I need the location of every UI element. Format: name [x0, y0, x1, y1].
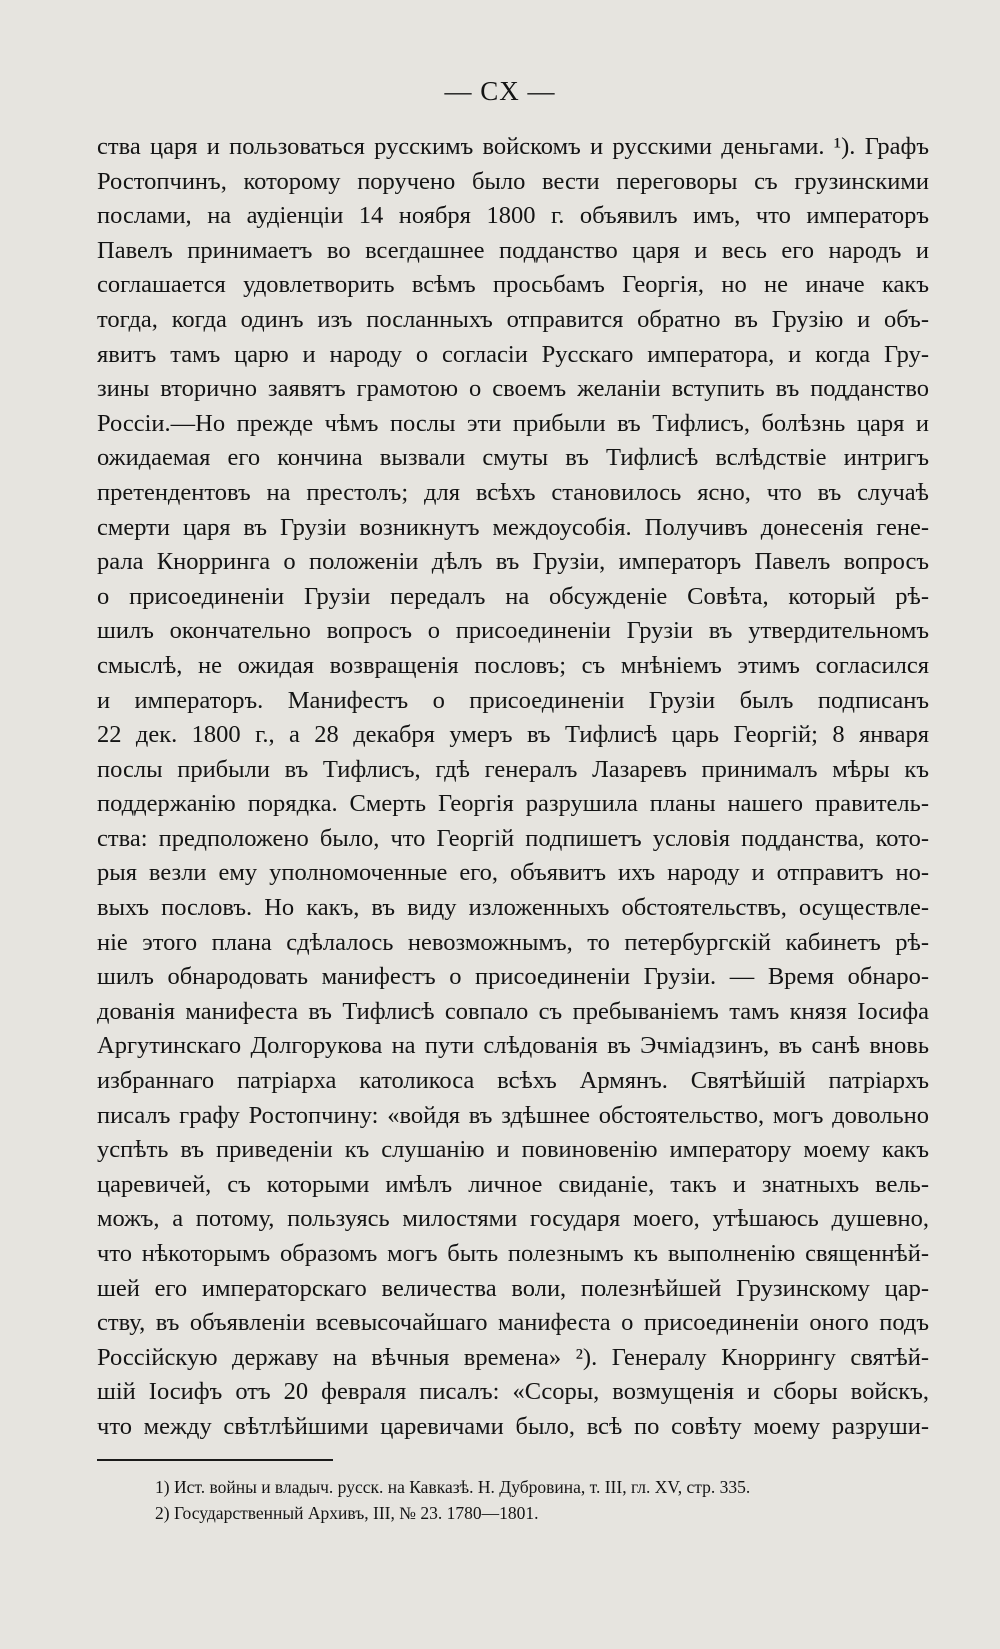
- text-line: Россіи.—Но прежде чѣмъ послы эти прибыли въ Тифлисъ, болѣзнь царя и: [97, 409, 929, 437]
- text-line: тогда, когда одинъ изъ посланныхъ отправится обратно въ Грузію и объ-: [97, 305, 929, 333]
- text-line: можъ, а потому, пользуясь милостями государя моего, утѣшаюсь душевно,: [97, 1205, 929, 1233]
- text-line: выхъ пословъ. Но какъ, въ виду изложенныхъ обстоятельствъ, осуществле-: [97, 894, 929, 922]
- text-line: рыя везли ему уполномоченные его, объявитъ ихъ народу и отправитъ но-: [97, 859, 929, 887]
- text-line: послами, на аудіенціи 14 ноября 1800 г. объявилъ имъ, что императоръ: [97, 202, 929, 230]
- text-line: смерти царя въ Грузіи возникнутъ междоусобія. Получивъ донесенія гене-: [97, 513, 929, 541]
- text-line: ожидаемая его кончина вызвали смуты въ Тифлисѣ вслѣдствіе интригъ: [97, 444, 929, 472]
- text-line: явитъ тамъ царю и народу о согласіи Русскаго императора, и когда Гру-: [97, 340, 929, 368]
- text-line: дованія манифеста въ Тифлисѣ совпало съ пребываніемъ тамъ князя Іосифа: [97, 997, 929, 1025]
- page-number: — CX —: [444, 76, 556, 106]
- text-line: ству, въ объявленіи всевысочайшаго манифеста о присоединеніи оного подъ: [97, 1309, 929, 1337]
- text-line: писалъ графу Ростопчину: «войдя въ здѣшнее обстоятельство, могъ довольно: [97, 1101, 929, 1129]
- text-line: поддержанію порядка. Смерть Георгія разрушила планы нашего правитель-: [97, 790, 929, 818]
- text-line: успѣть въ приведеніи къ слушанію и повиновенію императору моему какъ: [97, 1136, 929, 1164]
- text-line: что между свѣтлѣйшими царевичами было, всѣ по совѣту моему разруши-: [97, 1412, 929, 1440]
- text-line: ства: предположено было, что Георгій подпишетъ условія подданства, кото-: [97, 824, 929, 852]
- text-line: Павелъ принимаетъ во всегдашнее подданство царя и весь его народъ и: [97, 236, 929, 264]
- text-line: 22 дек. 1800 г., а 28 декабря умеръ въ Тифлисѣ царь Георгій; 8 января: [97, 721, 929, 749]
- text-line: рала Кнорринга о положеніи дѣлъ въ Грузіи, императоръ Павелъ вопросъ: [97, 548, 929, 576]
- text-line: царевичей, съ которыми имѣлъ личное свиданіе, такъ и знатныхъ вель-: [97, 1170, 929, 1198]
- footnote-2: 2) Государственный Архивъ, III, № 23. 1780—1801.: [155, 1503, 539, 1523]
- footnote-divider: [97, 1459, 333, 1461]
- text-line: о присоединеніи Грузіи передалъ на обсужденіе Совѣта, который рѣ-: [97, 582, 929, 610]
- footnote-1: 1) Ист. войны и владыч. русск. на Кавказѣ. Н. Дубровина, т. III, гл. XV, стр. 335.: [155, 1477, 751, 1497]
- text-line: Аргутинскаго Долгорукова на пути слѣдованія въ Эчміадзинъ, въ санѣ вновь: [97, 1032, 929, 1060]
- text-line: претендентовъ на престолъ; для всѣхъ становилось ясно, что въ случаѣ: [97, 478, 929, 506]
- footnotes: [155, 1474, 915, 1526]
- text-line: ніе этого плана сдѣлалось невозможнымъ, то петербургскій кабинетъ рѣ-: [97, 928, 929, 956]
- text-line: соглашается удовлетворить всѣмъ просьбамъ Георгія, но не иначе какъ: [97, 271, 929, 299]
- text-line: и императоръ. Манифестъ о присоединеніи Грузіи былъ подписанъ: [97, 686, 929, 714]
- text-line: Россійскую державу на вѣчныя времена» ²). Генералу Кноррингу святѣй-: [97, 1343, 929, 1371]
- body-text: [97, 130, 929, 1445]
- text-line: шей его императорскаго величества воли, полезнѣйшей Грузинскому цар-: [97, 1274, 929, 1302]
- text-line: избраннаго патріарха католикоса всѣхъ Армянъ. Святѣйшій патріархъ: [97, 1067, 929, 1095]
- text-line: что нѣкоторымъ образомъ могъ быть полезнымъ къ выполненію священнѣй-: [97, 1240, 929, 1267]
- text-line: послы прибыли въ Тифлисъ, гдѣ генералъ Лазаревъ принималъ мѣры къ: [97, 755, 929, 783]
- text-line: зины вторично заявятъ грамотою о своемъ желаніи вступить въ подданство: [97, 375, 929, 403]
- text-line: шилъ обнародовать манифестъ о присоединеніи Грузіи. — Время обнаро-: [97, 963, 929, 991]
- text-line: шилъ окончательно вопросъ о присоединеніи Грузіи въ утвердительномъ: [97, 617, 929, 645]
- text-line: Ростопчинъ, которому поручено было вести переговоры съ грузинскими: [97, 167, 929, 195]
- text-line: ства царя и пользоваться русскимъ войскомъ и русскими деньгами. ¹). Графъ: [97, 133, 929, 160]
- text-line: смыслѣ, не ожидая возвращенія пословъ; съ мнѣніемъ этимъ согласился: [97, 651, 929, 679]
- text-line: шій Іосифъ отъ 20 февраля писалъ: «Ссоры, возмущенія и сборы войскъ,: [97, 1378, 929, 1406]
